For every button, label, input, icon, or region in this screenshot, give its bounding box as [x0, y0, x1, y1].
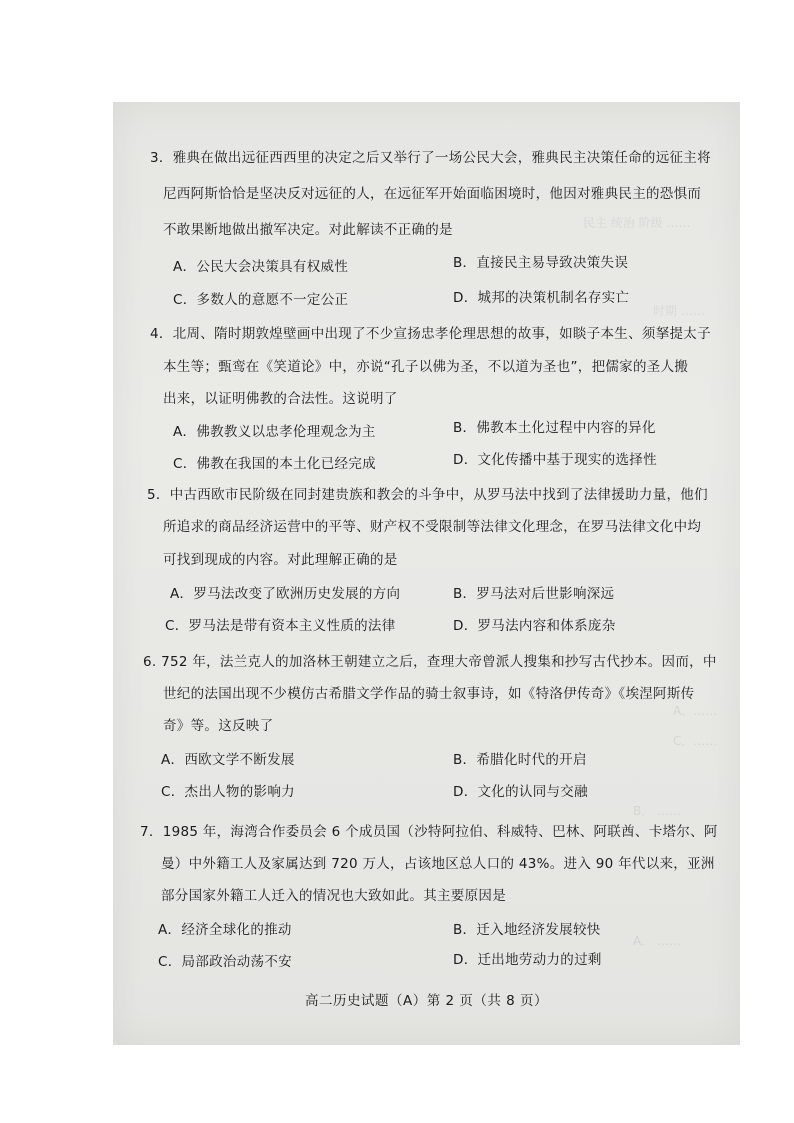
question-7-option-d: D．迁出地劳动力的过剩: [453, 952, 602, 968]
question-3-line-3: 不敢果断地做出撤军决定。对此解读不正确的是: [163, 222, 453, 238]
question-7-line-3: 部分国家外籍工人迁入的情况也大致如此。其主要原因是: [161, 888, 506, 904]
question-5-option-c: C．罗马法是带有资本主义性质的法律: [165, 618, 396, 634]
question-area: [113, 102, 740, 1045]
question-6-option-b: B．希腊化时代的开启: [453, 752, 587, 768]
question-4-line-1: 4．北周、隋时期敦煌壁画中出现了不少宣扬忠孝伦理思想的故事，如睒子本生、须拏提太子: [150, 326, 711, 342]
question-4-line-2: 本生等；甄鸾在《笑道论》中，亦说“孔子以佛为圣，不以道为圣也”，把儒家的圣人搬: [163, 359, 689, 375]
question-5-line-3: 可找到现成的内容。对此理解正确的是: [163, 552, 398, 568]
question-4-option-b: B．佛教本土化过程中内容的异化: [453, 420, 656, 436]
question-3-option-b: B．直接民主易导致决策失误: [453, 255, 629, 271]
question-7-option-b: B．迁入地经济发展较快: [453, 922, 601, 938]
question-6-line-3: 奇》等。这反映了: [163, 718, 274, 734]
question-6-option-a: A．西欧文学不断发展: [161, 752, 295, 768]
question-3-option-c: C．多数人的意愿不一定公正: [173, 292, 349, 308]
question-7-line-2: 曼）中外籍工人及家属达到 720 万人，占该地区总人口的 43%。进入 90 年代以来，亚洲: [161, 856, 715, 872]
question-5-line-1: 5．中古西欧市民阶级在同封建贵族和教会的斗争中，从罗马法中找到了法律援助力量，他们: [147, 487, 708, 503]
question-6-option-d: D．文化的认同与交融: [453, 784, 588, 800]
question-6-option-c: C．杰出人物的影响力: [161, 784, 295, 800]
question-4-line-3: 出来，以证明佛教的合法性。这说明了: [163, 391, 398, 407]
exam-page: 民主 统治 阶级 …… 时期 …… A．…… C．…… B． …… A． …… 3．雅典在做出远征西西里的决定之后又举行了一场公民大会，雅典民主决策任命的远征主将 尼西阿斯恰恰是坚决反对远征的人，在远征军开始面临困境时，他因对雅典民主的恐惧而 不敢果断地做出撤军决定。对此解读不正确的是 A．公民大会决策具有权威性 B．直接民主易导致决策失误 C．多数人的意愿不一定公正 D．城邦的决策机制名存实亡 4．北周、隋时期敦煌壁画中出现了不少宣扬忠孝伦理思想的故事，如睒子本生、须拏提太子 本生等；甄鸾在《笑道论》中，亦说“孔子以佛为圣，不以道为圣也”，把儒家的圣人搬 出来，以证明佛教的合法性。这说明了 A．佛教教义以忠孝伦理观念为主 B．佛教本土化过程中内容的异化 C．佛教在我国的本土化已经完成 D．文化传播中基于现实的选择性 5．中古西欧市民阶级在同封建贵族和教会的斗争中，从罗马法中找到了法律援助力量，他们 所追求的商品经济运营中的平等、财产权不受限制等法律文化理念，在罗马法律文化中均 可找到现成的内容。对此理解正确的是 A．罗马法改变了欧洲历史发展的方向 B．罗马法对后世影响深远 C．罗马法是带有资本主义性质的法律 D．罗马法内容和体系庞杂 6. 752 年，法兰克人的加洛林王朝建立之后，查理大帝曾派人搜集和抄写古代抄本。因而，中 世纪的法国出现不少模仿古希腊文学作品的骑士叙事诗，如《特洛伊传奇》《埃涅阿斯传 奇》等。这反映了 A．西欧文学不断发展 B．希腊化时代的开启 C．杰出人物的影响力 D．文化的认同与交融 7．1985 年，海湾合作委员会 6 个成员国（沙特阿拉伯、科威特、巴林、阿联酋、卡塔尔、阿 曼）中外籍工人及家属达到 720 万人，占该地区总人口的 43%。进入 90 年代以来，亚洲 部分国家外籍工人迁入的情况也大致如此。其主要原因是 A．经济全球化的推动 B．迁入地经济发展较快 C．局部政治动荡不安 D．迁出地劳动力的过剩 高二历史试题（A）第 2 页（共 8 页）: [113, 102, 740, 1045]
page-footer: 高二历史试题（A）第 2 页（共 8 页）: [304, 993, 549, 1009]
question-4-option-d: D．文化传播中基于现实的选择性: [453, 452, 657, 468]
question-7-option-a: A．经济全球化的推动: [158, 922, 292, 938]
question-7-option-c: C．局部政治动荡不安: [158, 954, 292, 970]
question-3-option-a: A．公民大会决策具有权威性: [173, 259, 349, 275]
question-3-option-d: D．城邦的决策机制名存实亡: [453, 290, 630, 306]
question-3-line-1: 3．雅典在做出远征西西里的决定之后又举行了一场公民大会，雅典民主决策任命的远征主将: [150, 150, 711, 166]
question-5-option-b: B．罗马法对后世影响深远: [453, 586, 615, 602]
question-5-line-2: 所追求的商品经济运营中的平等、财产权不受限制等法律文化理念，在罗马法律文化中均: [163, 519, 702, 535]
question-6-line-1: 6. 752 年，法兰克人的加洛林王朝建立之后，查理大帝曾派人搜集和抄写古代抄本。因而，中: [143, 654, 717, 670]
question-6-line-2: 世纪的法国出现不少模仿古希腊文学作品的骑士叙事诗，如《特洛伊传奇》《埃涅阿斯传: [163, 686, 695, 702]
question-3-line-2: 尼西阿斯恰恰是坚决反对远征的人，在远征军开始面临困境时，他因对雅典民主的恐惧而: [163, 186, 702, 202]
question-5-option-a: A．罗马法改变了欧洲历史发展的方向: [170, 586, 401, 602]
question-5-option-d: D．罗马法内容和体系庞杂: [453, 618, 616, 634]
question-7-line-1: 7．1985 年，海湾合作委员会 6 个成员国（沙特阿拉伯、科威特、巴林、阿联酋、卡塔尔、阿: [140, 824, 718, 840]
question-4-option-c: C．佛教在我国的本土化已经完成: [173, 456, 376, 472]
question-4-option-a: A．佛教教义以忠孝伦理观念为主: [173, 424, 376, 440]
